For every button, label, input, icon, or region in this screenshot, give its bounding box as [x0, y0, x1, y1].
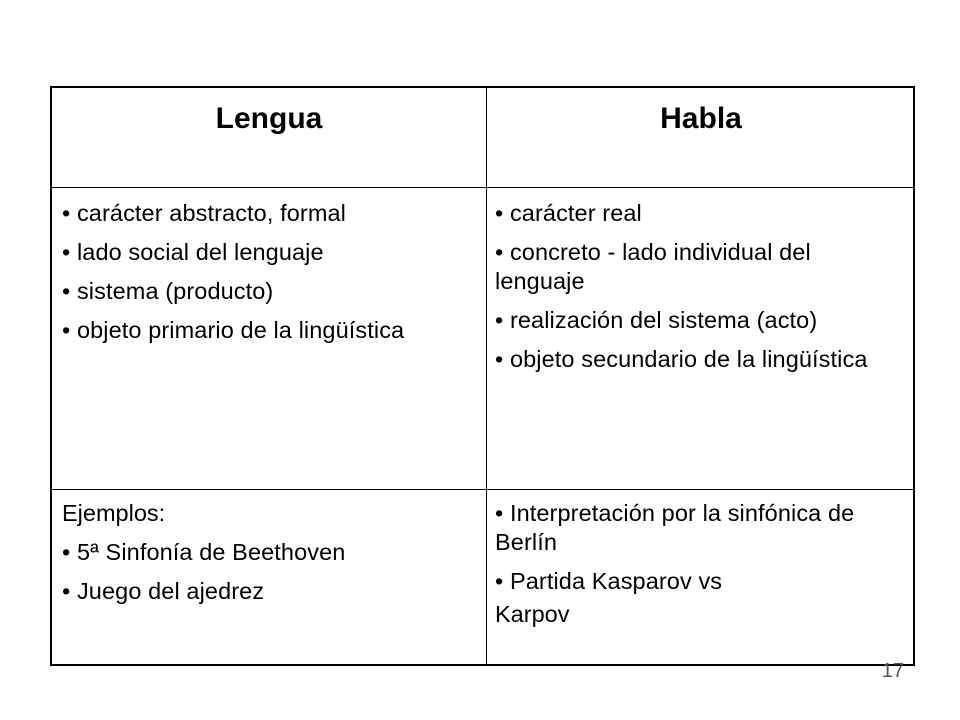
comparison-table: [50, 86, 915, 666]
lengua-item: • objeto primario de la lingüística: [62, 317, 405, 343]
habla-characteristics: [487, 199, 915, 384]
habla-item: • concreto - lado individual del lenguaje: [495, 239, 811, 294]
examples-label: Ejemplos:: [62, 500, 166, 526]
habla-item: • objeto secundario de la lingüística: [495, 346, 868, 372]
habla-example-item: • Partida Kasparov vs: [495, 568, 723, 594]
lengua-item: • lado social del lenguaje: [62, 239, 324, 265]
habla-example-item: • Interpretación por la sinfónica de Berlín: [495, 500, 855, 555]
header-lengua: Lengua: [215, 102, 323, 135]
lengua-example-item: • Juego del ajedrez: [62, 578, 265, 604]
page-number: 17: [881, 660, 904, 682]
habla-item: • carácter real: [495, 200, 642, 226]
examples-row-divider: [52, 489, 913, 490]
lengua-item: • carácter abstracto, formal: [62, 200, 346, 226]
lengua-item: • sistema (producto): [62, 278, 274, 304]
lengua-example-item: • 5ª Sinfonía de Beethoven: [62, 539, 346, 565]
lengua-characteristics: [52, 199, 486, 355]
header-habla: Habla: [660, 102, 742, 135]
habla-example-continuation: Karpov: [495, 601, 570, 627]
habla-item: • realización del sistema (acto): [495, 307, 818, 333]
habla-examples: [487, 499, 915, 639]
lengua-examples: [52, 499, 486, 616]
header-row-divider: [52, 187, 913, 188]
